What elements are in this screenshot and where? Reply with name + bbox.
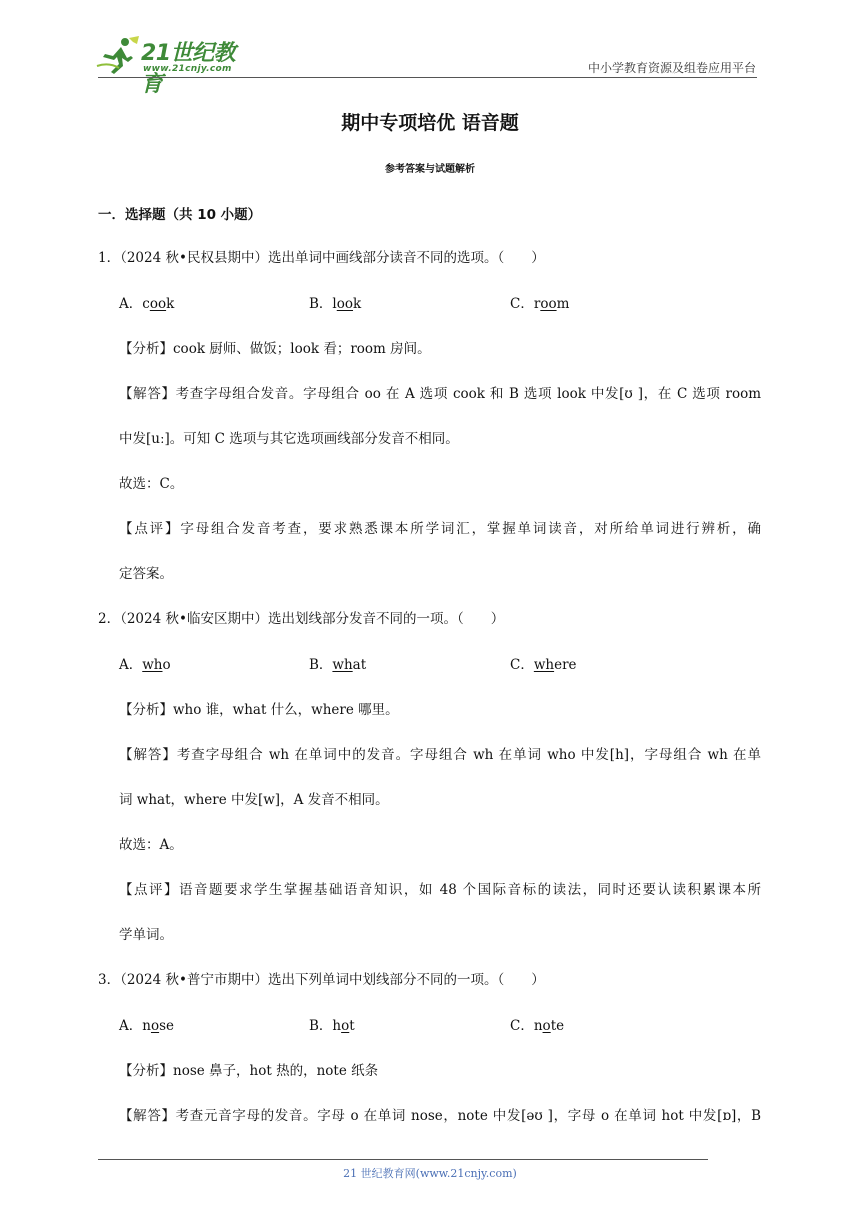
logo-text: 21世纪教育	[141, 41, 236, 97]
footer-link[interactable]: 21 世纪教育网(www.21cnjy.com)	[343, 1167, 517, 1180]
question-1-answer-line-1: 【解答】考查字母组合发音。字母组合 oo 在 A 选项 cook 和 B 选项 look 中发[ʊ ]，在 C 选项 room	[119, 386, 761, 402]
page-subtitle: 参考答案与试题解析	[385, 164, 475, 175]
question-2-stem: 2．（2024 秋•临安区期中）选出划线部分发音不同的一项。（ ）	[98, 611, 505, 627]
question-2-option-c: C．where	[510, 657, 577, 673]
section-heading: 一．选择题（共 10 小题）	[98, 207, 262, 223]
header-platform-text: 中小学教育资源及组卷应用平台	[587, 61, 756, 75]
question-2-choice: 故选：A。	[119, 837, 183, 853]
logo-url: www.21cnjy.com	[143, 64, 232, 74]
question-3-option-a: A．nose	[119, 1018, 175, 1034]
header-divider	[98, 77, 757, 78]
question-2-option-a: A．who	[119, 657, 171, 673]
question-2-option-b: B．what	[309, 657, 367, 673]
question-1-comment-line-1: 【点评】字母组合发音考查，要求熟悉课本所学词汇，掌握单词读音，对所给单词进行辨析，确	[119, 521, 761, 537]
question-2-answer-line-2: 词 what，where 中发[w]，A 发音不相同。	[119, 792, 389, 808]
question-1-comment-line-2: 定答案。	[119, 566, 173, 582]
question-3-answer-line-1: 【解答】考查元音字母的发音。字母 o 在单词 nose，note 中发[əʊ ]，字母 o 在单词 hot 中发[ɒ]，B	[119, 1108, 761, 1124]
footer-divider	[98, 1159, 708, 1160]
question-1-analysis: 【分析】cook 厨师、做饭；look 看；room 房间。	[119, 341, 431, 357]
question-2-comment-line-2: 学单词。	[119, 927, 173, 943]
question-3-option-b: B．hot	[309, 1018, 355, 1034]
site-logo	[95, 36, 255, 97]
question-2-comment-line-1: 【点评】语音题要求学生掌握基础语音知识，如 48 个国际音标的读法，同时还要认读积累课本所	[119, 882, 761, 898]
question-1-option-c: C．room	[510, 296, 570, 312]
question-1-stem: 1．（2024 秋•民权县期中）选出单词中画线部分读音不同的选项。（ ）	[98, 250, 545, 266]
question-1-choice: 故选：C。	[119, 476, 184, 492]
question-3-analysis: 【分析】nose 鼻子，hot 热的，note 纸条	[119, 1063, 379, 1079]
question-3-option-c: C．note	[510, 1018, 565, 1034]
question-1-option-b: B．look	[309, 296, 362, 312]
question-2-answer-line-1: 【解答】考查字母组合 wh 在单词中的发音。字母组合 wh 在单词 who 中发[h]，字母组合 wh 在单	[119, 747, 761, 763]
runner-logo-icon	[95, 36, 141, 76]
question-3-stem: 3．（2024 秋•普宁市期中）选出下列单词中划线部分不同的一项。（ ）	[98, 972, 545, 988]
question-2-analysis: 【分析】who 谁，what 什么，where 哪里。	[119, 702, 399, 718]
page-header	[0, 0, 860, 97]
question-1-option-a: A．cook	[119, 296, 175, 312]
page-title: 期中专项培优 语音题	[341, 112, 519, 134]
question-1-answer-line-2: 中发[uː]。可知 C 选项与其它选项画线部分发音不相同。	[119, 431, 459, 447]
